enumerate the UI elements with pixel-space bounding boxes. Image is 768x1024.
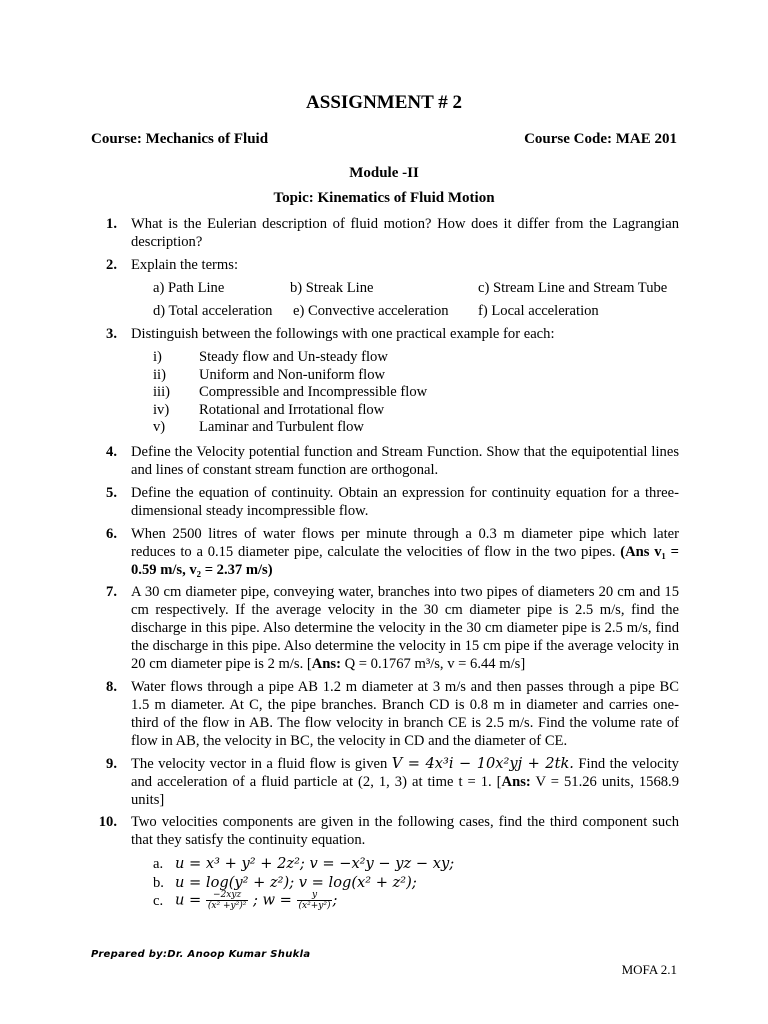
question-body-cont: Find the velocity and acceleration of a fluid particle at (2, 1, 3) at time t = 1. [	[131, 756, 679, 790]
question-number: 9.	[106, 756, 117, 772]
question-number: 3.	[106, 326, 117, 342]
item-numeral: v)	[153, 419, 166, 436]
question-body: The velocity vector in a fluid flow is given	[131, 756, 392, 772]
item-text: Uniform and Non-uniform flow	[199, 366, 386, 383]
question-number: 5.	[106, 485, 117, 501]
question-5	[91, 484, 679, 520]
equation-label: b.	[153, 875, 164, 891]
question-text: Water flows through a pipe AB 1.2 m diameter at 3 m/s and then passes through a pipe BC 1.5 m diameter. At C, the pipe branches. Branch CD is 0.8 m in diameter and carries one-third of the flow in AB. The flow velocity in branch CE is 2.5 m/s. Find the volume rate of flow in AB, the velocity in BC, the velocity in CD and the diameter of CE.	[131, 679, 679, 749]
list-item	[153, 384, 427, 402]
question-body: When 2500 litres of water flows per minute through a 0.3 m diameter pipe which later reduces to a 0.15 diameter pipe, calculate the velocities of flow in the two pipes.	[131, 526, 679, 560]
velocity-formula: V = 4x³i − 10x²yj + 2tk.	[391, 755, 574, 772]
item-text: Compressible and Incompressible flow	[199, 384, 428, 401]
fraction-numerator: y	[297, 890, 333, 901]
question-text	[131, 755, 679, 809]
term-f: f) Local acceleration	[478, 303, 599, 319]
prepared-by: Prepared by:Dr. Anoop Kumar Shukla	[91, 949, 311, 960]
question-6	[91, 525, 679, 579]
list-item	[153, 402, 427, 420]
item-numeral: iii)	[153, 384, 171, 401]
question-text	[131, 583, 679, 673]
item-numeral: iv)	[153, 401, 170, 418]
question-number: 8.	[106, 679, 117, 695]
question-text: Define the Velocity potential function and Stream Function. Show that the equipotential lines and lines of constant stream function are orthogonal.	[131, 444, 679, 478]
list-item	[153, 349, 427, 367]
distinction-list	[153, 349, 427, 437]
question-number: 4.	[106, 444, 117, 460]
answer-text: V = 51.26 units, 1568.9 units]	[131, 774, 680, 808]
question-4	[91, 443, 679, 479]
fraction-denominator: (x² +y²)²	[207, 901, 247, 911]
module-heading: Module -II	[349, 165, 419, 181]
term-e: e) Convective acceleration	[293, 303, 449, 319]
question-number: 2.	[106, 257, 117, 273]
fraction-u	[206, 890, 248, 911]
question-3	[91, 325, 679, 343]
question-number: 6.	[106, 526, 117, 542]
question-number: 7.	[106, 584, 117, 600]
item-text: Steady flow and Un-steady flow	[199, 349, 388, 365]
answer-text: (Ans v₁ = 0.59 m/s, v₂ = 2.37 m/s)	[131, 544, 679, 578]
question-1	[91, 215, 679, 251]
document-code: MOFA 2.1	[621, 962, 677, 977]
term-a: a) Path Line	[153, 280, 225, 296]
fraction-denominator: (x²+y²)	[298, 901, 331, 911]
answer-label: Ans:	[501, 774, 531, 790]
equation-expr: u = x³ + y² + 2z²; v = −x²y − yz − xy;	[175, 855, 455, 872]
fraction-numerator: −2xyz	[206, 890, 248, 901]
item-text: Rotational and Irrotational flow	[199, 401, 385, 418]
question-8	[91, 678, 679, 750]
question-2	[91, 256, 679, 274]
question-text: Two velocities components are given in the following cases, find the third component such that they satisfy the continuity equation.	[131, 814, 679, 848]
equation-label: a.	[153, 856, 164, 872]
equation-expr: u = log(y² + z²); v = log(x² + z²);	[175, 874, 417, 891]
question-body: A 30 cm diameter pipe, conveying water, branches into two pipes of diameters 20 cm and 15 cm respectively. If the average velocity in the 30 cm diameter pipe is 2.5 m/s, find the discharge in this pipe. Also determine the velocity in the 30 cm diameter pipe is 2.5 m/s, find the discharge in this pipe. Also determine the velocity in 15 cm pipe if the average velocity in 20 cm diameter pipe is 2 m/s. [	[131, 584, 679, 672]
question-text: Define the equation of continuity. Obtain an expression for continuity equation for a three-dimensional steady incompressible flow.	[131, 485, 679, 519]
question-text	[131, 525, 679, 579]
equation-end: ;	[332, 891, 338, 909]
question-9	[91, 755, 679, 809]
list-item	[153, 419, 427, 437]
term-b: b) Streak Line	[290, 280, 374, 296]
question-text: Distinguish between the followings with one practical example for each:	[131, 326, 555, 342]
equation-u: u =	[175, 891, 206, 909]
question-10	[91, 813, 679, 849]
question-text: What is the Eulerian description of fluid motion? How does it differ from the Lagrangian description?	[131, 216, 679, 250]
item-numeral: i)	[153, 349, 162, 365]
question-number: 10.	[98, 814, 117, 830]
question-text: Explain the terms:	[131, 257, 238, 273]
equation-c	[153, 890, 337, 911]
topic-heading: Topic: Kinematics of Fluid Motion	[273, 190, 495, 206]
term-d: d) Total acceleration	[153, 303, 273, 319]
equation-a	[153, 855, 454, 873]
term-c: c) Stream Line and Stream Tube	[478, 280, 668, 296]
answer-label: Ans:	[311, 656, 341, 672]
equation-w: ; w =	[248, 891, 297, 909]
item-numeral: ii)	[153, 366, 166, 383]
question-7	[91, 583, 679, 673]
page-title: ASSIGNMENT # 2	[306, 92, 462, 113]
question-number: 1.	[106, 216, 117, 232]
answer-text: Q = 0.1767 m³/s, v = 6.44 m/s]	[340, 656, 526, 672]
fraction-w	[297, 890, 333, 911]
list-item	[153, 367, 427, 385]
course-code: Course Code: MAE 201	[524, 131, 677, 147]
course-name: Course: Mechanics of Fluid	[91, 131, 269, 147]
equation-label: c.	[153, 892, 164, 909]
item-text: Laminar and Turbulent flow	[199, 419, 364, 436]
